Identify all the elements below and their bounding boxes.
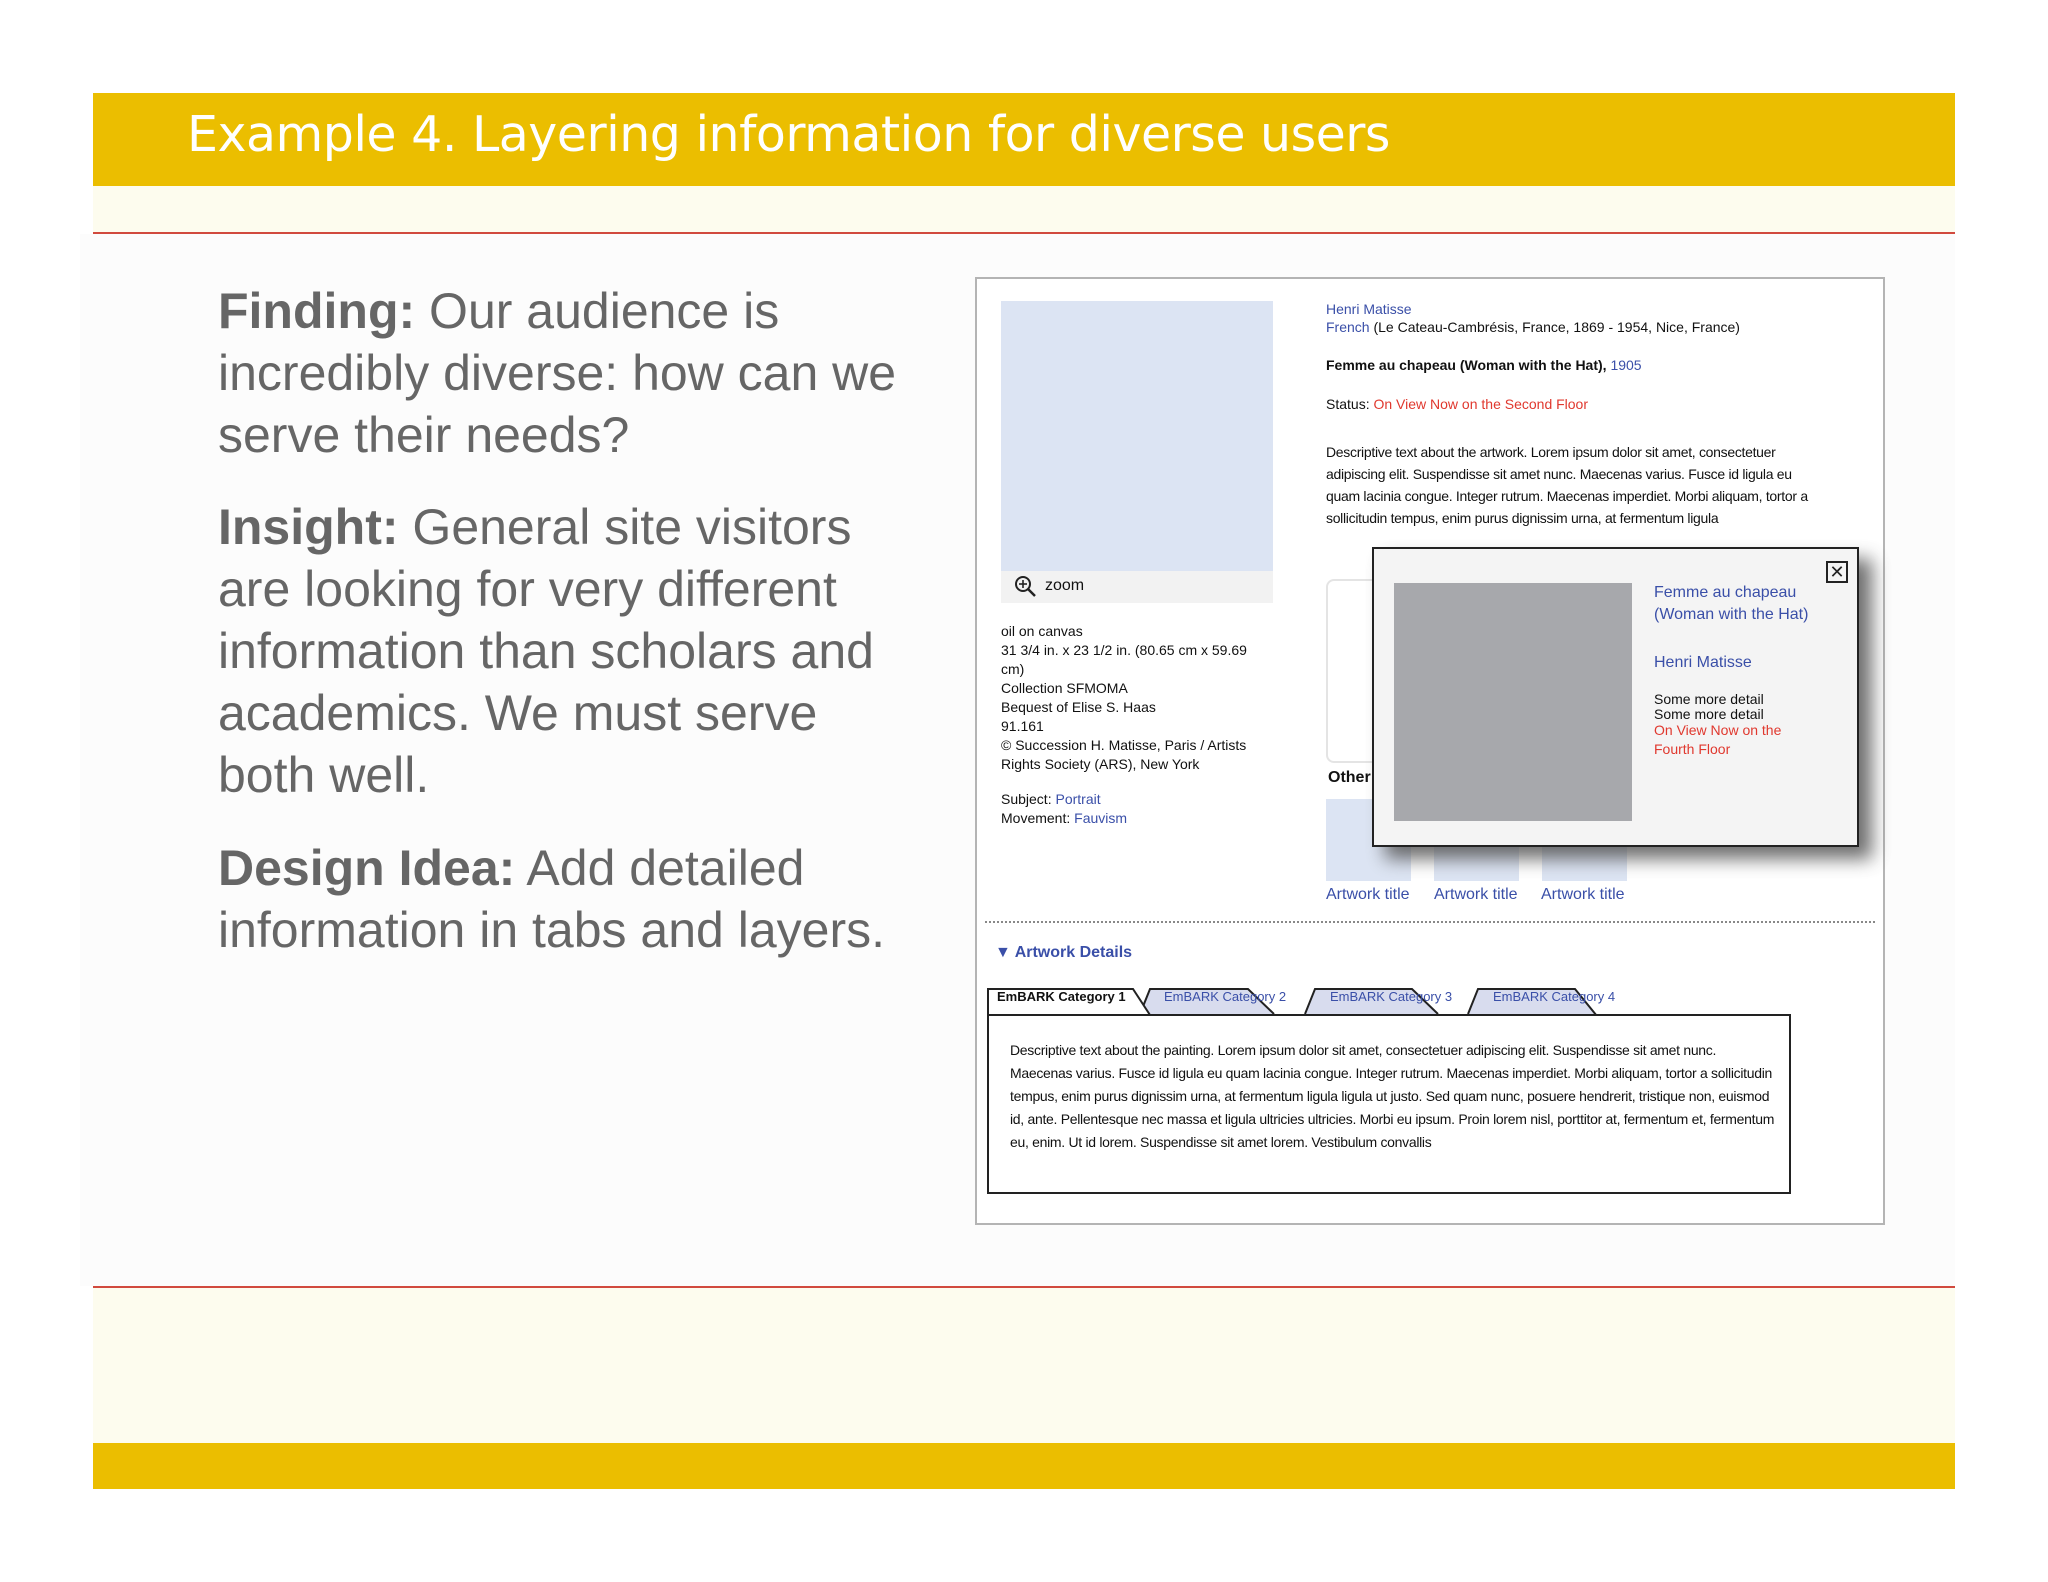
tab-category-4[interactable]: EmBARK Category 4	[1493, 989, 1616, 1004]
work-year-link[interactable]: 1905	[1610, 357, 1642, 373]
copyright: © Succession H. Matisse, Paris / Artists Rights Society (ARS), New York	[1001, 737, 1247, 772]
close-icon[interactable]: ✕	[1826, 561, 1848, 583]
insight-label: Insight:	[218, 499, 399, 555]
design-idea-label: Design Idea:	[218, 840, 516, 896]
popup-detail: Some more detail	[1654, 691, 1764, 707]
popup-status: On View Now on the Fourth Floor	[1654, 722, 1782, 757]
bequest: Bequest of Elise S. Haas	[1001, 699, 1156, 715]
popup-detail: Some more detail	[1654, 706, 1764, 722]
popup-image[interactable]	[1394, 583, 1632, 821]
other-works-label: Other	[1328, 769, 1371, 786]
tab-description: Descriptive text about the painting. Lorem ipsum dolor sit amet, consectetuer adipiscing elit. Suspendisse sit amet nunc. Maecenas varius. Fusce id ligula eu quam lacinia congue. Integer rutrum. Maecenas imperdiet. Morbi aliquam, tortor a sollicitudin tempus, enim purus dignissim urna, at fermentum ligula ligula ut justo. Sed quam nunc, posuere hendrerit, tristique non, euismod id, ante. Pellentesque nec massa et ligula ultricies ultricies. Morbi eu ipsum. Proin lorem nisl, porttitor at, fermentum et, fermentum eu, enim. Ut id lorem. Suspendisse sit amet lorem. Vestibulum convallis	[1010, 1042, 1775, 1150]
design-idea-paragraph	[218, 837, 918, 961]
tab-category-1[interactable]: EmBARK Category 1	[997, 989, 1126, 1004]
accession-number: 91.161	[1001, 718, 1044, 734]
zoom-icon[interactable]	[1013, 574, 1037, 598]
tab-category-2[interactable]: EmBARK Category 2	[1164, 989, 1287, 1004]
movement-link[interactable]: Fauvism	[1074, 810, 1128, 826]
nationality-link[interactable]: French	[1326, 319, 1370, 335]
popup-artist-link[interactable]: Henri Matisse	[1654, 654, 1752, 671]
status-value: On View Now on the Second Floor	[1373, 396, 1589, 412]
artwork-title-link[interactable]: Artwork title	[1326, 886, 1410, 903]
artwork-title-link[interactable]: Artwork title	[1434, 886, 1518, 903]
status-line	[1326, 396, 1588, 412]
artwork-description: Descriptive text about the artwork. Lorem ipsum dolor sit amet, consectetuer adipiscing elit. Suspendisse sit amet nunc. Maecenas varius. Fusce id ligula eu quam lacinia congue. Integer rutrum. Maecenas imperdiet. Morbi aliquam, tortor a sollicitudin tempus, enim purus dignissim urna, at fermentum ligula	[1326, 444, 1808, 526]
dimensions: 31 3/4 in. x 23 1/2 in. (80.65 cm x 59.69 cm)	[1001, 642, 1247, 677]
work-title: Femme au chapeau (Woman with the Hat),	[1326, 357, 1607, 373]
top-band	[93, 186, 1955, 232]
tab-category-3[interactable]: EmBARK Category 3	[1330, 989, 1453, 1004]
artwork-title-link[interactable]: Artwork title	[1541, 886, 1625, 903]
movement-label: Movement:	[1001, 810, 1071, 826]
subject-line	[1001, 790, 1271, 809]
movement-line	[1001, 809, 1271, 828]
artist-life: (Le Cateau-Cambrésis, France, 1869 - 1954, Nice, France)	[1369, 319, 1740, 335]
artwork-image[interactable]	[1001, 301, 1273, 571]
work-title-line	[1326, 357, 1642, 373]
subject-label: Subject:	[1001, 791, 1052, 807]
zoom-label[interactable]: zoom	[1045, 577, 1085, 594]
design-idea-text: Add detailed information in tabs and layers.	[218, 840, 886, 958]
bottom-bar	[93, 1443, 1955, 1489]
finding-label: Finding:	[218, 283, 416, 339]
artwork-popup	[1372, 547, 1859, 847]
finding-paragraph	[218, 280, 918, 466]
top-divider	[93, 232, 1955, 234]
insight-text: General site visitors are looking for very different information than scholars and academics. We must serve both well.	[218, 499, 874, 803]
collection: Collection SFMOMA	[1001, 680, 1128, 696]
slide-title: Example 4. Layering information for diverse users	[187, 106, 1390, 163]
status-label: Status:	[1326, 396, 1370, 412]
section-divider	[985, 921, 1875, 923]
artwork-details-toggle[interactable]: ▼ Artwork Details	[995, 944, 1133, 961]
insight-paragraph	[218, 496, 918, 806]
bottom-band	[93, 1288, 1955, 1443]
artwork-page-mockup	[975, 277, 1885, 1225]
popup-title-link[interactable]: Femme au chapeau (Woman with the Hat)	[1654, 584, 1809, 623]
finding-text: Our audience is incredibly diverse: how can we serve their needs?	[218, 283, 897, 463]
zoom-bar	[1001, 571, 1273, 603]
artist-origin	[1326, 319, 1740, 335]
artist-link[interactable]: Henri Matisse	[1326, 301, 1412, 317]
subject-link[interactable]: Portrait	[1055, 791, 1101, 807]
medium: oil on canvas	[1001, 623, 1083, 639]
